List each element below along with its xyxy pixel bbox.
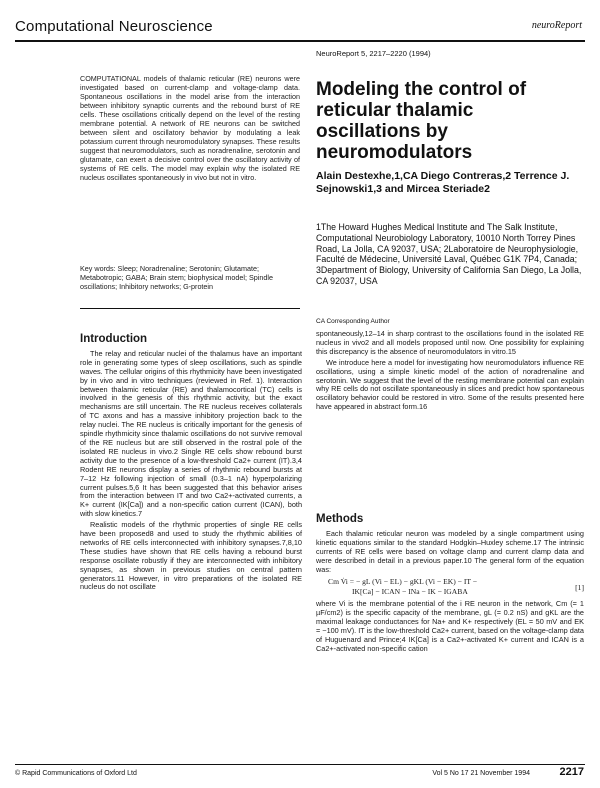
- affiliations: 1The Howard Hughes Medical Institute and The Salk Institute, Computational Neurobiology Laboratory, 10010 North Torrey Pines Road, La Jolla, CA 92037, USA; 2Laboratoire de Neurophysiologie, Faculté de Médecine, Université Laval, Québec G1K 7P4, Canada; 3Department of Biology, University of California San Diego, La Jolla, CA 92037, USA: [316, 222, 582, 286]
- footer-volume: Vol 5 No 17 21 November 1994: [432, 770, 530, 777]
- introduction-heading: Introduction: [80, 333, 148, 345]
- column-two: [316, 330, 584, 414]
- footer-copyright: © Rapid Communications of Oxford Ltd: [15, 770, 137, 777]
- equation-line: IK[Ca] − ICAN − INa − IK − IGABA: [352, 587, 468, 597]
- authors: Alain Destexhe,1,CA Diego Contreras,2 Terrence J. Sejnowski1,3 and Mircea Steriade2: [316, 170, 570, 195]
- divider-left: [80, 308, 300, 309]
- keywords: Key words: Sleep; Noradrenaline; Serotonin; Glutamate; Metabotropic; GABA; Brain stem; biophysical model; Spindle oscillations; Inhibitory networks; G-protein: [80, 264, 273, 291]
- equation-number: [1]: [575, 583, 584, 593]
- footer-rule: [15, 764, 585, 765]
- page-number: 2217: [559, 766, 584, 778]
- equation: [328, 577, 584, 597]
- article-title: Modeling the control of reticular thalamic oscillations by neuromodulators: [316, 79, 527, 163]
- corresponding-author: CA Corresponding Author: [316, 318, 390, 325]
- equation-line: Cm V̇i = − gL (Vi − EL) − gKL (Vi − EK) − IT −: [328, 577, 478, 587]
- methods-paragraph: where Vi is the membrane potential of the i RE neuron in the network, Cm (= 1 µF/cm2) is the specific capacity of the membrane, gL (= 0.2 nS) and gKL are the maximal leakage conductances for Na+ and K+ respectively (EL = 50 mV and EK = −100 mV). IT is the low-threshold Ca2+ current, based on the voltage-clamp data of Huguenard and Prince;4 IK[Ca] is a Ca2+-activated K+ current and ICAN is a Ca2+-activated non-specific cation: [316, 599, 584, 653]
- citation: NeuroReport 5, 2217–2220 (1994): [316, 49, 431, 58]
- intro-paragraph: The relay and reticular nuclei of the thalamus have an important role in generating some types of sleep oscillations, such as spindle waves. The cellular origins of this rhythmicity have been investigated by in vivo and in vitro techniques (reviewed in Ref. 1). Interaction between thalamic reticular (RE) and thalamocortical (TC) cells is involved in the genesis of this rhythmic activity, but the exact mechanisms are still uncertain. The RE nucleus receives collaterals of TC axons and has a massive inhibitory projection back to the relay nuclei. The RE nucleus is critically important for the genesis of spindle rhythmicity since thalamic oscillations do not survive removal of the RE nucleus but are still observed in the rostral pole of the isolated RE nucleus in vivo.2 Single RE cells show rebound burst activity due to the presence of a low-threshold Ca2+ current (IT).3,4 Rodent RE neurons display a series of rhythmic rebound bursts at 7–12 Hz following injection of small (0.3–1 nA) hyperpolarizing current pulses.5,6 It has been suggested that this behavior arises from the interaction between IT and two Ca2+-activated currents, a K+ current (IK[Ca]) and a non-specific cation current (ICAN), both with slow kinetics.7: [80, 348, 302, 519]
- body-paragraph: We introduce here a model for investigating how neuromodulators influence RE oscillations, using a simple kinetic model of the action of noradrenaline and serotonin. We suggest that the level of the resting membrane potential can explain why RE cells do not oscillate spontaneously in slices and predict how spontaneous oscillatory behavior could be restored in vitro. Some of the results presented here have appeared in abstract form.16: [316, 357, 584, 412]
- header-rule: [15, 40, 585, 42]
- section-title: Computational Neuroscience: [15, 18, 213, 35]
- methods-paragraph: Each thalamic reticular neuron was modeled by a single compartment using kinetic equations similar to the standard Hodgkin–Huxley scheme.17 The intrinsic currents of RE cells were based on voltage clamp and current clamp data and were described in detail in a previous paper.10 The general form of the equation was:: [316, 528, 584, 574]
- methods-section: [316, 515, 584, 656]
- intro-paragraph: Realistic models of the rhythmic properties of single RE cells have been proposed8 and used to study the rhythmic abilities of networks of RE cells interconnected with inhibitory synapses.7,8,10 These studies have shown that RE cells having a rebound burst response oscillate robustly if they are interconnected with inhibitory synapses, as shown in previous studies on central pattern generators.11 However, in vitro preparations of the isolated RE nucleus do not oscillate: [80, 520, 302, 592]
- body-paragraph: spontaneously,12–14 in sharp contrast to the oscillations found in the isolated RE nucleus in vivo2 and all models proposed until now. One possibility for explaining this discrepancy is the absence of neuromodulators in vitro.15: [316, 329, 584, 356]
- journal-logo: neuroReport: [531, 20, 582, 31]
- methods-heading: Methods: [316, 513, 364, 525]
- introduction-section: [80, 335, 302, 594]
- abstract: COMPUTATIONAL models of thalamic reticular (RE) neurons were investigated based on current-clamp and voltage-clamp data. Spontaneous oscillations in the model arise from the interaction between inhibitory synaptic currents and the rebound burst of RE cells. These oscillations critically depend on the level of the resting membrane potential. A network of RE neurons can be switched between silent and oscillatory behavior by modulating a leak potassium current through neuromodulatory synapses. These results suggest that neuromodulators, such as noradrenaline, serotonin and glutamate, can exert a decisive control over the oscillatory activity of systems of RE cells. The model may explain why the isolated RE nucleus oscillates spontaneously in vivo but not in vitro.: [80, 74, 300, 182]
